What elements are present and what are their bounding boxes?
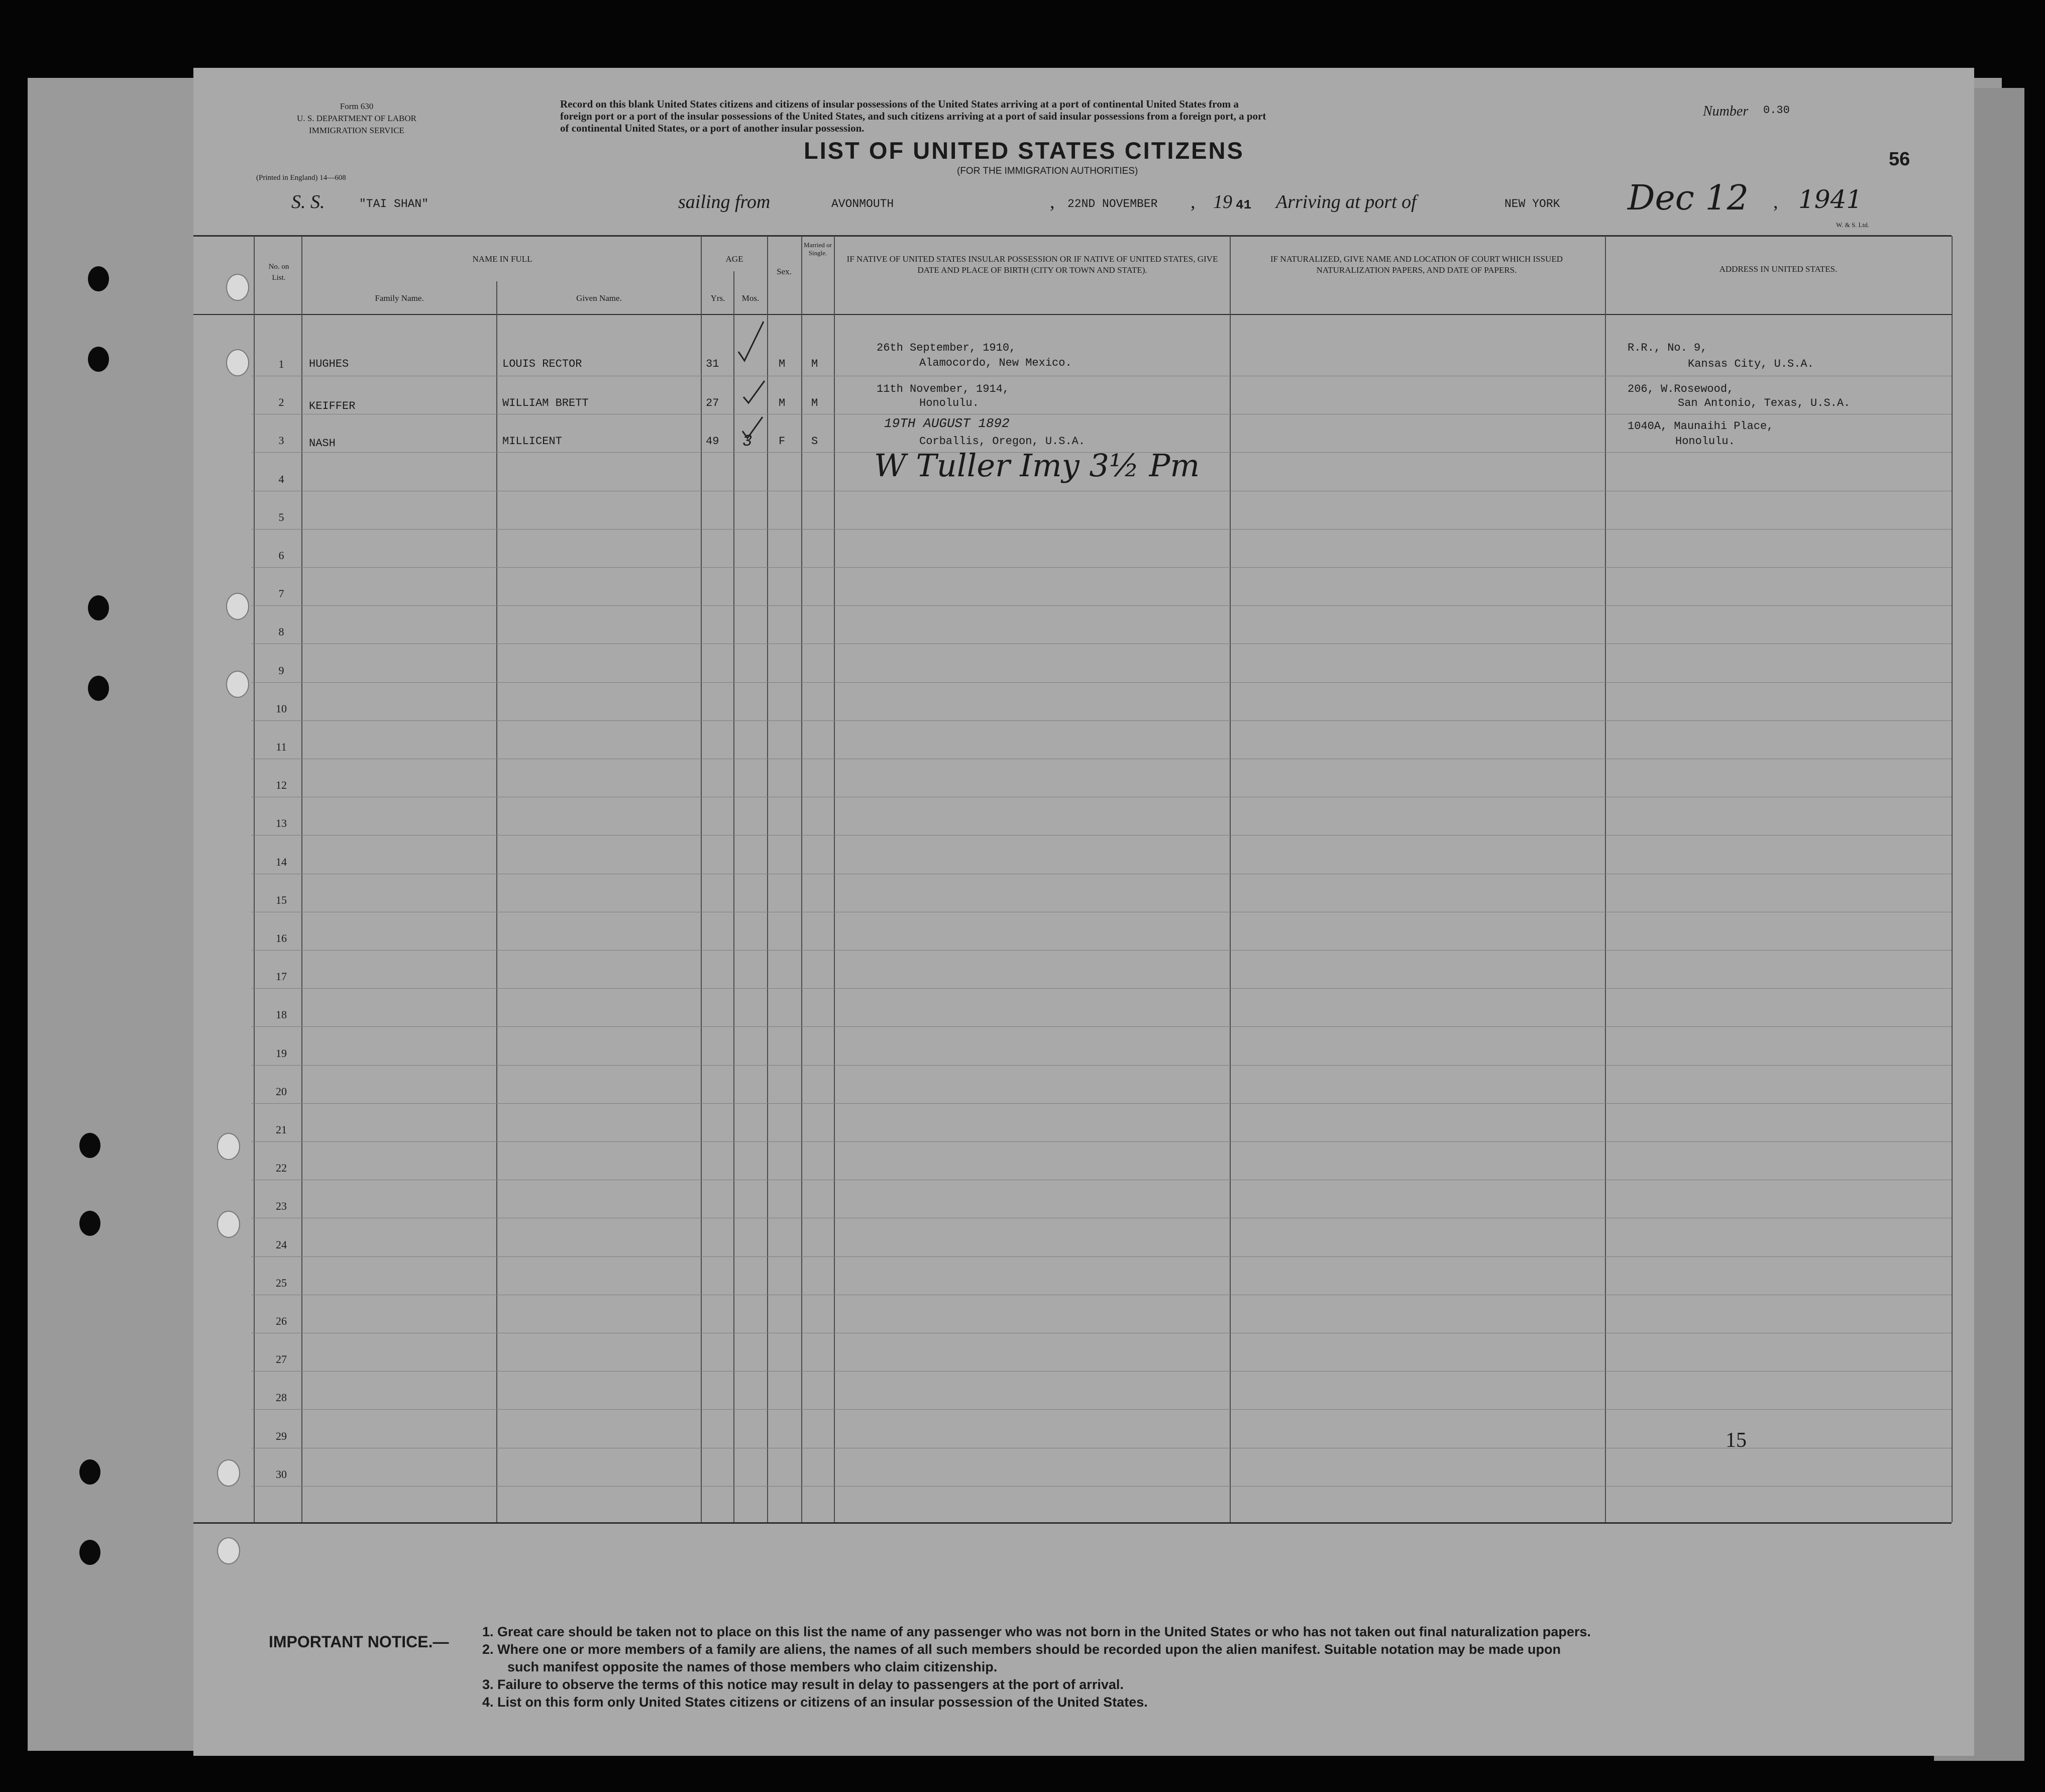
- header-given-name: Given Name.: [576, 293, 622, 303]
- row-number: 19: [276, 1046, 287, 1060]
- marital-cell: M: [811, 397, 818, 409]
- table-top-rule: [193, 235, 1952, 237]
- comma: ,: [1773, 191, 1778, 213]
- row-rule: [251, 529, 1952, 530]
- column-divider: [496, 281, 497, 1522]
- binder-hole: [217, 1537, 240, 1564]
- row-number: 5: [278, 510, 284, 523]
- binder-hole: [226, 274, 249, 301]
- column-divider: [1952, 236, 1953, 1522]
- row-number: 2: [278, 396, 284, 409]
- row-number: 10: [276, 702, 287, 715]
- row-number: 12: [276, 779, 287, 792]
- birth-place-cell: Alamocordo, New Mexico.: [919, 357, 1072, 369]
- row-number: 3: [278, 434, 284, 447]
- row-rule: [251, 1256, 1952, 1257]
- row-rule: [251, 1409, 1952, 1410]
- column-divider: [834, 236, 835, 1522]
- column-divider: [801, 236, 802, 1522]
- given-name-cell: MILLICENT: [502, 435, 562, 448]
- age-yrs-cell: 31: [706, 358, 719, 370]
- header-address: ADDRESS IN UNITED STATES.: [1719, 264, 1838, 274]
- row-number: 11: [276, 741, 287, 753]
- from-port: AVONMOUTH: [831, 197, 894, 210]
- age-mos-cell: 3: [742, 432, 752, 451]
- row-number: 8: [278, 625, 284, 639]
- header-naturalized: IF NATURALIZED, GIVE NAME AND LOCATION OF COURT WHICH ISSUED NATURALIZATION PAPERS, AND DATE OF PAPERS.: [1270, 254, 1563, 275]
- comma: ,: [1191, 191, 1196, 213]
- row-number: 25: [276, 1276, 287, 1289]
- table-bottom-rule: [193, 1522, 1952, 1524]
- row-number: 4: [278, 472, 284, 485]
- family-name-cell: NASH: [309, 437, 336, 450]
- sheet-count: 15: [1726, 1429, 1747, 1452]
- page-title: LIST OF UNITED STATES CITIZENS: [804, 137, 1244, 164]
- header-family-name: Family Name.: [375, 293, 424, 303]
- department-name: U. S. DEPARTMENT OF LABOR: [297, 114, 416, 123]
- notice-item-4: 4. List on this form only United States citizens or citizens of an insular possession of the United States.: [482, 1695, 1148, 1710]
- table-header-rule: [193, 314, 1952, 315]
- instructions: [560, 98, 1585, 134]
- row-number: 1: [278, 358, 284, 370]
- header-yrs: Yrs.: [710, 293, 725, 303]
- row-number: 13: [276, 817, 287, 830]
- family-name-cell: HUGHES: [309, 358, 349, 370]
- binder-hole: [88, 676, 109, 701]
- instruction-line: foreign port or a port of the insular possessions of the United States, and such citizens arriving at a port of said insular possessions from a foreign port, a port: [560, 110, 1266, 122]
- row-number: 26: [276, 1315, 287, 1327]
- row-rule: [251, 1103, 1952, 1104]
- column-divider: [733, 271, 734, 1522]
- binder-hole: [88, 266, 109, 291]
- binder-hole: [79, 1133, 100, 1158]
- form-header: [271, 100, 442, 137]
- arrival-year: 1941: [1798, 185, 1863, 214]
- marital-cell: S: [811, 435, 818, 448]
- binder-hole: [217, 1133, 240, 1160]
- row-number: 21: [276, 1123, 287, 1136]
- birth-date-cell: 26th September, 1910,: [877, 342, 1016, 354]
- check-marks: [733, 317, 794, 447]
- row-number: 28: [276, 1391, 287, 1404]
- row-number: 9: [278, 664, 284, 677]
- row-number: 7: [278, 587, 284, 600]
- sex-cell: M: [779, 358, 786, 370]
- binder-hole: [226, 593, 249, 620]
- binder-hole: [88, 347, 109, 372]
- row-number: 29: [276, 1429, 287, 1442]
- column-divider: [254, 236, 255, 1522]
- row-rule: [251, 1371, 1952, 1372]
- instruction-line: of continental United States, or a port of another insular possession.: [560, 122, 865, 134]
- header-no: No. on List.: [268, 263, 289, 282]
- row-number: 27: [276, 1353, 287, 1366]
- birth-place-cell: Honolulu.: [919, 397, 979, 409]
- handwritten-inspector-note: W Tuller Imy 3½ Pm: [874, 447, 1200, 484]
- notice-item-3: 3. Failure to observe the terms of this notice may result in delay to passengers at the port of arrival.: [482, 1677, 1124, 1692]
- address-line-1: R.R., No. 9,: [1628, 342, 1707, 354]
- marital-cell: M: [811, 358, 818, 370]
- row-rule: [251, 1486, 1952, 1487]
- family-name-cell: KEIFFER: [309, 400, 356, 412]
- binder-hole: [79, 1211, 100, 1236]
- check-mark: [738, 322, 764, 361]
- age-yrs-cell: 27: [706, 397, 719, 409]
- sailing-date: 22ND NOVEMBER: [1067, 197, 1158, 210]
- binder-hole: [79, 1459, 100, 1485]
- row-rule: [251, 1065, 1952, 1066]
- birth-date-cell: 19TH AUGUST 1892: [884, 416, 1010, 431]
- column-divider: [1230, 236, 1231, 1522]
- service-name: IMMIGRATION SERVICE: [309, 126, 404, 135]
- column-divider: [301, 236, 302, 1522]
- sailing-label: sailing from: [678, 191, 771, 213]
- row-rule: [251, 567, 1952, 568]
- address-line-2: Honolulu.: [1675, 435, 1735, 448]
- printer-mark: W. & S. Ltd.: [1836, 221, 1869, 229]
- given-name-cell: WILLIAM BRETT: [502, 397, 589, 409]
- to-port: NEW YORK: [1504, 197, 1560, 210]
- notice-label: IMPORTANT NOTICE.—: [269, 1633, 449, 1651]
- instruction-line: Record on this blank United States citizens and citizens of insular possessions of the United States arriving at a port of continental United States from a: [560, 98, 1239, 110]
- notice-item-2-cont: such manifest opposite the names of those members who claim citizenship.: [507, 1659, 998, 1674]
- row-number: 22: [276, 1162, 287, 1175]
- arrival-date: Dec 12: [1628, 178, 1749, 218]
- number-label: Number: [1703, 103, 1749, 119]
- row-number: 14: [276, 855, 287, 868]
- given-name-cell: LOUIS RECTOR: [502, 358, 582, 370]
- row-rule: [251, 950, 1952, 951]
- header-married: Married or Single.: [804, 241, 832, 257]
- row-number: 23: [276, 1200, 287, 1213]
- printed-note: (Printed in England) 14—608: [256, 174, 346, 182]
- check-mark: [743, 381, 765, 403]
- header-mos: Mos.: [741, 293, 760, 303]
- row-number: 16: [276, 932, 287, 944]
- binder-hole: [217, 1211, 240, 1238]
- row-number: 30: [276, 1467, 287, 1481]
- form-number: Form 630: [340, 101, 374, 111]
- address-line-2: Kansas City, U.S.A.: [1688, 358, 1814, 370]
- comma: ,: [1050, 191, 1055, 213]
- column-divider: [1605, 236, 1606, 1522]
- column-divider: [701, 236, 702, 1522]
- row-number: 24: [276, 1238, 287, 1251]
- address-line-2: San Antonio, Texas, U.S.A.: [1678, 397, 1851, 409]
- header-birth: IF NATIVE OF UNITED STATES INSULAR POSSESSION OR IF NATIVE OF UNITED STATES, GIVE DATE AND PLACE OF BIRTH (CITY OR TOWN AND STATE).: [846, 254, 1218, 275]
- row-rule: [251, 605, 1952, 606]
- year-prefix: 19: [1213, 191, 1232, 213]
- row-number: 6: [278, 549, 284, 562]
- number-value: 0.30: [1763, 104, 1790, 117]
- ss-label: S. S.: [291, 191, 325, 213]
- row-number: 20: [276, 1085, 287, 1098]
- binder-hole: [79, 1540, 100, 1565]
- page-subtitle: (FOR THE IMMIGRATION AUTHORITIES): [957, 166, 1138, 176]
- binder-hole: [217, 1459, 240, 1487]
- notice-item-2: 2. Where one or more members of a family are aliens, the names of all such members should be recorded upon the alien manifest. Suitable notation may be made upon: [482, 1642, 1561, 1657]
- sex-cell: F: [779, 435, 786, 448]
- row-rule: [251, 1141, 1952, 1142]
- ship-name: "TAI SHAN": [359, 197, 429, 210]
- page-number: 56: [1889, 149, 1910, 170]
- row-rule: [251, 682, 1952, 683]
- notice-item-1: 1. Great care should be taken not to place on this list the name of any passenger who was not born in the United States or who has not taken out final naturalization papers.: [482, 1624, 1591, 1639]
- row-number: 18: [276, 1008, 287, 1021]
- binder-hole: [88, 595, 109, 620]
- row-rule: [251, 1026, 1952, 1027]
- birth-date-cell: 11th November, 1914,: [877, 383, 1010, 395]
- row-rule: [251, 988, 1952, 989]
- header-name-in-full: NAME IN FULL: [472, 254, 532, 264]
- binder-hole: [226, 349, 249, 376]
- sex-cell: M: [779, 397, 786, 409]
- header-age: AGE: [725, 254, 743, 264]
- row-number: 15: [276, 893, 287, 906]
- arriving-label: Arriving at port of: [1276, 191, 1417, 213]
- binder-hole: [226, 671, 249, 698]
- birth-place-cell: Corballis, Oregon, U.S.A.: [919, 435, 1086, 448]
- row-rule: [251, 720, 1952, 721]
- row-number: 17: [276, 970, 287, 983]
- age-yrs-cell: 49: [706, 435, 719, 448]
- address-line-1: 1040A, Maunaihi Place,: [1628, 420, 1774, 433]
- header-sex: Sex.: [777, 267, 792, 276]
- sailing-year: 41: [1236, 197, 1252, 213]
- check-mark: [742, 417, 763, 438]
- address-line-1: 206, W.Rosewood,: [1628, 383, 1734, 395]
